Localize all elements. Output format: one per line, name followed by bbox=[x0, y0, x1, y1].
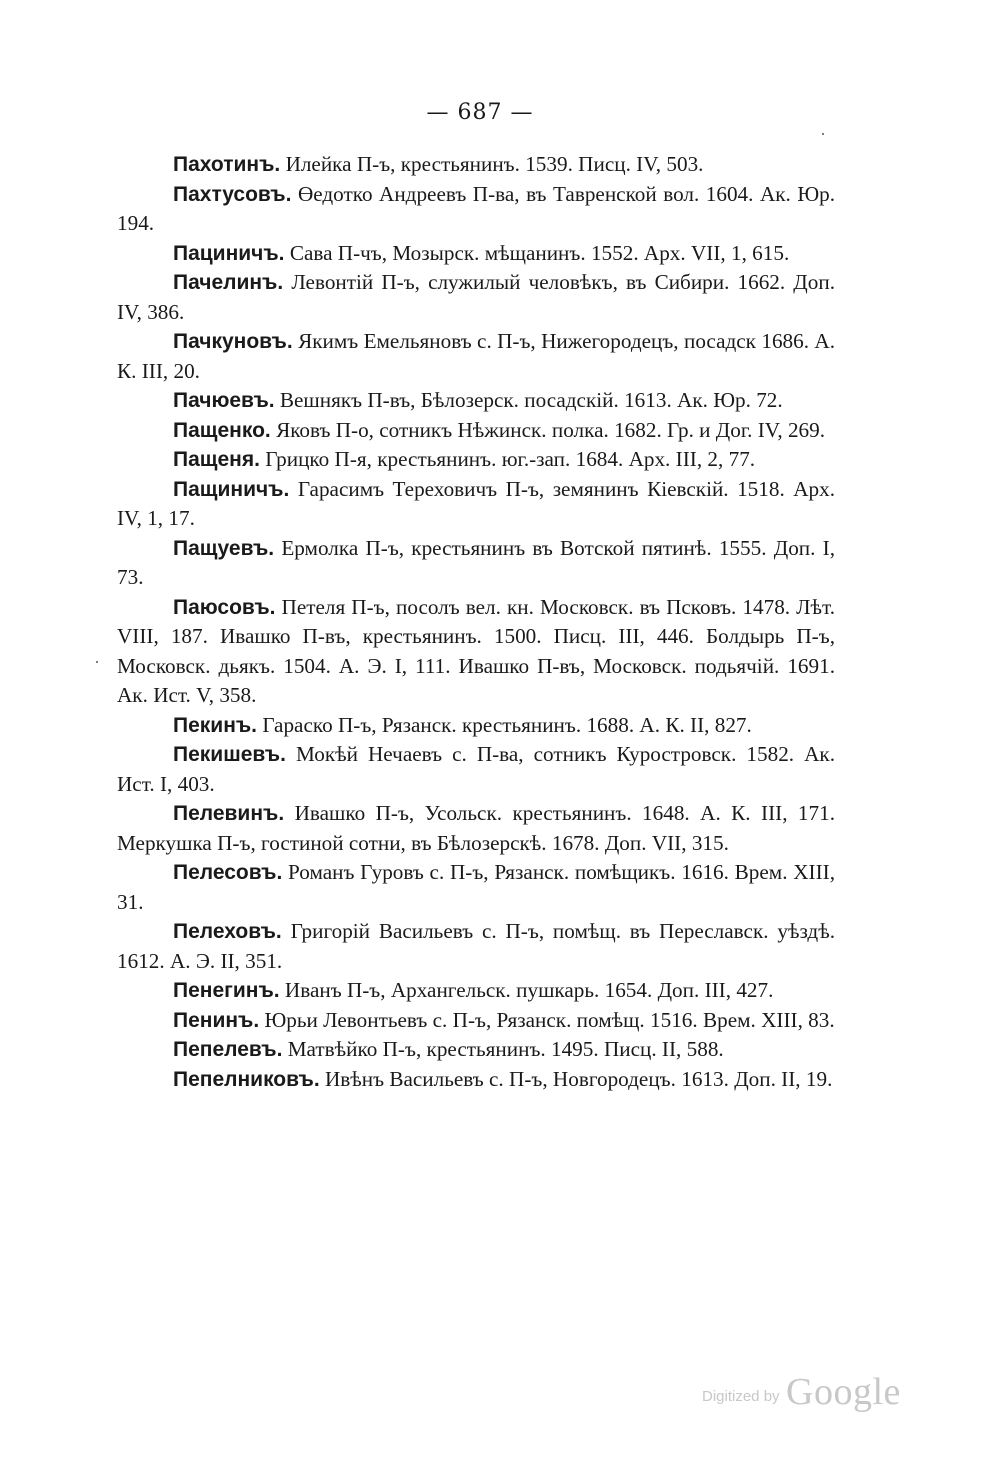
entry-text: Матвѣйко П-ъ, крестьянинъ. 1495. Писц. II, 588. bbox=[287, 1037, 724, 1061]
entry-text: Левонтій П-ъ, служилый человѣкъ, въ Сибири. 1662. Доп. IV, 386. bbox=[117, 270, 835, 324]
entry-surname: Пепелниковъ. bbox=[173, 1067, 320, 1091]
dictionary-entry bbox=[117, 1035, 835, 1065]
dictionary-entry bbox=[117, 180, 835, 239]
entry-text: Романъ Гуровъ с. П-ъ, Рязанск. помѣщикъ. 1616. Врем. XIII, 31. bbox=[117, 860, 835, 914]
dictionary-entry bbox=[117, 475, 835, 534]
dictionary-entry bbox=[117, 327, 835, 386]
dictionary-entry bbox=[117, 416, 835, 446]
entry-surname: Пахотинъ. bbox=[173, 153, 281, 176]
entry-surname: Пепелевъ. bbox=[173, 1038, 283, 1061]
dictionary-entry bbox=[117, 917, 835, 976]
entry-text: Юрьи Левонтьевъ с. П-ъ, Рязанск. помѣщ. 1516. Врем. XIII, 83. bbox=[264, 1007, 835, 1032]
dictionary-entry bbox=[117, 534, 835, 593]
entry-text: Иванъ П-ъ, Архангельск. пушкарь. 1654. Доп. III, 427. bbox=[284, 978, 774, 1002]
entry-surname: Пелеховъ. bbox=[173, 920, 282, 943]
dictionary-entry bbox=[117, 740, 835, 799]
dictionary-entry bbox=[117, 445, 835, 475]
google-logo: Google bbox=[786, 1371, 901, 1413]
dictionary-entry bbox=[117, 1006, 835, 1036]
entry-text: Мокѣй Нечаевъ с. П-ва, сотникъ Куростровск. 1582. Ак. Ист. I, 403. bbox=[117, 742, 835, 796]
dictionary-entries bbox=[117, 150, 835, 1094]
entry-text: Сава П-чъ, Мозырск. мѣщанинъ. 1552. Арх. VII, 1, 615. bbox=[289, 240, 790, 265]
dictionary-entry bbox=[117, 711, 835, 741]
entry-text: Грицко П-я, крестьянинъ. юг.-зап. 1684. Арх. III, 2, 77. bbox=[265, 447, 756, 471]
entry-text: Илейка П-ъ, крестьянинъ. 1539. Писц. IV, 503. bbox=[285, 152, 704, 176]
dictionary-entry bbox=[117, 1065, 835, 1095]
entry-text: Яковъ П-о, сотникъ Нѣжинск. полка. 1682. Гр. и Дог. IV, 269. bbox=[276, 417, 826, 442]
dictionary-entry bbox=[117, 150, 835, 180]
entry-surname: Пелевинъ. bbox=[173, 802, 285, 825]
dictionary-entry bbox=[117, 593, 835, 711]
print-speck bbox=[96, 661, 98, 663]
dictionary-entry bbox=[117, 799, 835, 858]
dictionary-entry bbox=[117, 268, 835, 327]
google-digitized-watermark bbox=[702, 1370, 912, 1414]
entry-text: Вешнякъ П-въ, Бѣлозерск. посадскій. 1613. Ак. Юр. 72. bbox=[279, 388, 783, 412]
watermark-prefix: Digitized by bbox=[702, 1388, 780, 1405]
entry-surname: Пащиничъ. bbox=[173, 477, 290, 501]
entry-surname: Пенегинъ. bbox=[173, 979, 280, 1002]
dictionary-entry bbox=[117, 386, 835, 416]
entry-text: Якимъ Емельяновъ с. П-ъ, Нижегородецъ, посадск 1686. А. К. III, 20. bbox=[117, 329, 835, 383]
dictionary-entry bbox=[117, 239, 835, 269]
entry-surname: Пекинъ. bbox=[173, 713, 258, 737]
entry-text: Ермолка П-ъ, крестьянинъ въ Вотской пятинѣ. 1555. Доп. I, 73. bbox=[117, 535, 835, 589]
entry-text: Ивашко П-ъ, Усольск. крестьянинъ. 1648. А. К. III, 171. Меркушка П-ъ, гостиной сотни, въ Бѣлозерскѣ. 1678. Доп. VII, 315. bbox=[117, 801, 836, 855]
entry-text: Гараско П-ъ, Рязанск. крестьянинъ. 1688. А. К. II, 827. bbox=[262, 712, 752, 737]
entry-surname: Пащеня. bbox=[173, 448, 260, 471]
entry-text: Гарасимъ Тереховичъ П-ъ, земянинъ Кіевскій. 1518. Арх. IV, 1, 17. bbox=[117, 476, 836, 530]
entry-surname: Пекишевъ. bbox=[173, 743, 286, 766]
page-number: — 687 — bbox=[426, 100, 534, 125]
entry-text: Григорій Васильевъ с. П-ъ, помѣщ. въ Переславск. уѣздѣ. 1612. А. Э. II, 351. bbox=[117, 919, 836, 973]
entry-surname: Пелесовъ. bbox=[173, 861, 283, 884]
entry-text: Өедотко Андреевъ П-ва, въ Тавренской вол. 1604. Ак. Юр. 194. bbox=[117, 181, 835, 235]
entry-text: Петеля П-ъ, посолъ вел. кн. Московск. въ Псковъ. 1478. Лѣт. VIII, 187. Ивашко П-въ, крестьянинъ. 1500. Писц. III, 446. Болдырь П-ъ, Московск. дьякъ. 1504. А. Э. I, 111. Ивашко П-въ, Московск. подьячій. 1691. Ак. Ист. V, 358. bbox=[117, 594, 836, 707]
entry-surname: Паюсовъ. bbox=[173, 595, 276, 619]
print-speck bbox=[822, 133, 824, 135]
entry-text: Ивѣнъ Васильевъ с. П-ъ, Новгородецъ. 1613. Доп. II, 19. bbox=[324, 1066, 833, 1091]
entry-surname: Пачюевъ. bbox=[173, 389, 275, 412]
entry-surname: Пащенко. bbox=[173, 418, 271, 442]
entry-surname: Пачелинъ. bbox=[173, 271, 284, 294]
entry-surname: Пенинъ. bbox=[173, 1008, 260, 1032]
entry-surname: Пачкуновъ. bbox=[173, 330, 293, 353]
dictionary-entry bbox=[117, 858, 835, 917]
dictionary-entry bbox=[117, 976, 835, 1006]
entry-surname: Пациничъ. bbox=[173, 241, 285, 265]
entry-surname: Пахтусовъ. bbox=[173, 182, 292, 206]
entry-surname: Пащуевъ. bbox=[173, 536, 275, 560]
